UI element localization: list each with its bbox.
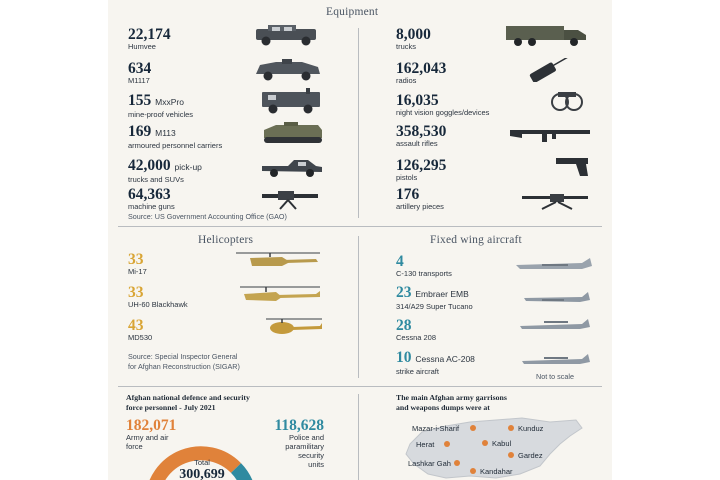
equipment-item-machine-guns — [128, 187, 175, 211]
blackhawk-helicopter-icon — [236, 284, 326, 304]
ac208-label: strike aircraft — [396, 367, 439, 376]
infographic-page — [108, 0, 612, 480]
gardez-label: Gardez — [518, 451, 543, 460]
ac208-model: Cessna AC-208 — [415, 354, 475, 364]
m113-count: 169 — [128, 123, 152, 140]
personnel-title — [126, 393, 250, 412]
kandahar-marker — [470, 468, 476, 474]
blackhawk-label: UH-60 Blackhawk — [128, 300, 188, 309]
map-title — [396, 393, 507, 412]
lashkar-marker — [454, 460, 460, 466]
m113-label: armoured personnel carriers — [128, 141, 223, 150]
mazar-marker — [470, 425, 476, 431]
gardez-marker — [508, 452, 514, 458]
tucano-count: 23 — [396, 284, 412, 301]
police-label-line-2: paramilitary — [285, 442, 324, 451]
personnel-title-line-2: force personnel - July 2021 — [126, 402, 216, 412]
mxxpro-count: 155 — [128, 92, 152, 109]
cessna-plane-icon — [516, 316, 592, 334]
equipment-item-assault-rifles — [396, 124, 446, 148]
helicopters-source-line-1: Source: Special Inspector General — [128, 352, 238, 361]
police-label-line-3: security — [298, 451, 324, 460]
equipment-item-trucks — [396, 27, 431, 51]
army-label-line-1: Army and air — [126, 433, 169, 442]
c130-plane-icon — [512, 256, 594, 274]
fixed-wing-item-c130 — [396, 254, 452, 278]
radio-icon — [526, 58, 586, 82]
night-vision-label: night vision goggles/devices — [396, 108, 490, 117]
mi17-count: 33 — [128, 251, 144, 268]
ac208-plane-icon — [518, 352, 592, 368]
fixed-wing-item-tucano — [396, 285, 473, 311]
helicopters-source — [128, 352, 240, 371]
kunduz-marker — [508, 425, 514, 431]
herat-label: Herat — [416, 440, 435, 449]
m113-model: M113 — [155, 128, 176, 138]
mi17-helicopter-icon — [230, 250, 326, 270]
md530-helicopter-icon — [264, 316, 326, 336]
cessna-count: 28 — [396, 317, 412, 334]
assault-rifles-label: assault rifles — [396, 139, 438, 148]
helicopter-item-blackhawk — [128, 285, 188, 309]
equipment-item-mxxpro — [128, 93, 193, 119]
tucano-label: 314/A29 Super Tucano — [396, 302, 473, 311]
pistols-label: pistols — [396, 173, 418, 182]
m1117-label: M1117 — [128, 76, 150, 85]
kabul-marker — [482, 440, 488, 446]
army-label-line-2: force — [126, 442, 143, 451]
tucano-model: Embraer EMB — [415, 289, 469, 299]
c130-count: 4 — [396, 253, 404, 270]
artillery-count: 176 — [396, 186, 420, 203]
equipment-item-m1117 — [128, 61, 151, 85]
pickup-label: trucks and SUVs — [128, 175, 184, 184]
tucano-plane-icon — [520, 290, 592, 306]
equipment-title: Equipment — [326, 6, 379, 18]
personnel-total — [176, 458, 228, 480]
ac208-count: 10 — [396, 349, 412, 366]
herat-marker — [444, 441, 450, 447]
equipment-item-pickup — [128, 158, 202, 184]
rifle-icon — [508, 124, 592, 144]
pickup-truck-icon — [258, 158, 326, 178]
machine-guns-label: machine guns — [128, 202, 175, 211]
equipment-item-m113 — [128, 124, 222, 150]
equipment-item-night-vision — [396, 93, 489, 117]
trucks-count: 8,000 — [396, 26, 431, 43]
pistol-icon — [554, 156, 590, 178]
mi17-label: Mi-17 — [128, 267, 147, 276]
assault-rifles-count: 358,530 — [396, 123, 447, 140]
pickup-model: pick-up — [174, 162, 202, 172]
m1117-count: 634 — [128, 60, 152, 77]
police-label-line-4: units — [308, 460, 324, 469]
pickup-count: 42,000 — [128, 157, 171, 174]
police-donut-segment — [236, 468, 250, 480]
helicopters-title: Helicopters — [198, 234, 254, 246]
humvee-count: 22,174 — [128, 26, 171, 43]
fixed-wing-item-cessna — [396, 318, 436, 342]
section-divider-2 — [118, 386, 602, 387]
night-vision-icon — [548, 88, 588, 114]
md530-count: 43 — [128, 317, 144, 334]
kandahar-label: Kandahar — [480, 467, 513, 476]
apc-icon — [260, 122, 326, 144]
map-title-line-2: and weapons dumps were at — [396, 402, 490, 412]
night-vision-count: 16,035 — [396, 92, 439, 109]
kabul-label: Kabul — [492, 439, 512, 448]
md530-label: MD530 — [128, 333, 153, 342]
helicopter-item-md530 — [128, 318, 152, 342]
helicopter-item-mi17 — [128, 252, 147, 276]
pistols-count: 126,295 — [396, 157, 447, 174]
aircraft-divider — [358, 236, 359, 378]
police-label-line-1: Police and — [288, 433, 324, 442]
fixed-wing-title: Fixed wing aircraft — [430, 234, 522, 246]
equipment-item-radios — [396, 61, 446, 85]
bottom-divider — [358, 394, 359, 480]
blackhawk-count: 33 — [128, 284, 144, 301]
artillery-icon — [520, 190, 592, 210]
equipment-source: Source: US Government Accounting Office (GAO) — [128, 212, 287, 221]
total-label: Total — [194, 458, 210, 467]
fixed-wing-item-ac208 — [396, 350, 475, 376]
equipment-item-artillery — [396, 187, 444, 211]
c130-label: C-130 transports — [396, 269, 452, 278]
personnel-title-line-1: Afghan national defence and security — [126, 393, 250, 402]
map-title-line-1: The main Afghan army garrisons — [396, 393, 507, 402]
section-divider-1 — [118, 226, 602, 227]
humvee-label: Humvee — [128, 42, 156, 51]
not-to-scale-note: Not to scale — [536, 372, 574, 381]
armored-car-icon — [252, 59, 324, 81]
helicopters-source-line-2: for Afghan Reconstruction (SIGAR) — [128, 361, 240, 371]
equipment-item-pistols — [396, 158, 446, 182]
mrap-icon — [256, 88, 326, 114]
machine-gun-icon — [258, 188, 324, 210]
army-count: 182,071 — [126, 417, 177, 434]
radios-label: radios — [396, 76, 417, 85]
artillery-label: artillery pieces — [396, 202, 444, 211]
total-count: 300,699 — [179, 467, 225, 480]
equipment-item-humvee — [128, 27, 171, 51]
police-count: 118,628 — [274, 417, 324, 434]
mxxpro-model: MxxPro — [155, 97, 184, 107]
lashkar-label: Lashkar Gah — [408, 459, 451, 468]
radios-count: 162,043 — [396, 60, 447, 77]
mazar-label: Mazar-i-Sharif — [412, 424, 460, 433]
machine-guns-count: 64,363 — [128, 186, 171, 203]
cessna-label: Cessna 208 — [396, 333, 437, 342]
mxxpro-label: mine-proof vehicles — [128, 110, 194, 119]
kunduz-label: Kunduz — [518, 424, 544, 433]
police-personnel — [248, 418, 324, 469]
humvee-icon — [250, 24, 324, 46]
equipment-divider — [358, 28, 359, 218]
trucks-label: trucks — [396, 42, 417, 51]
truck-icon — [502, 24, 590, 46]
